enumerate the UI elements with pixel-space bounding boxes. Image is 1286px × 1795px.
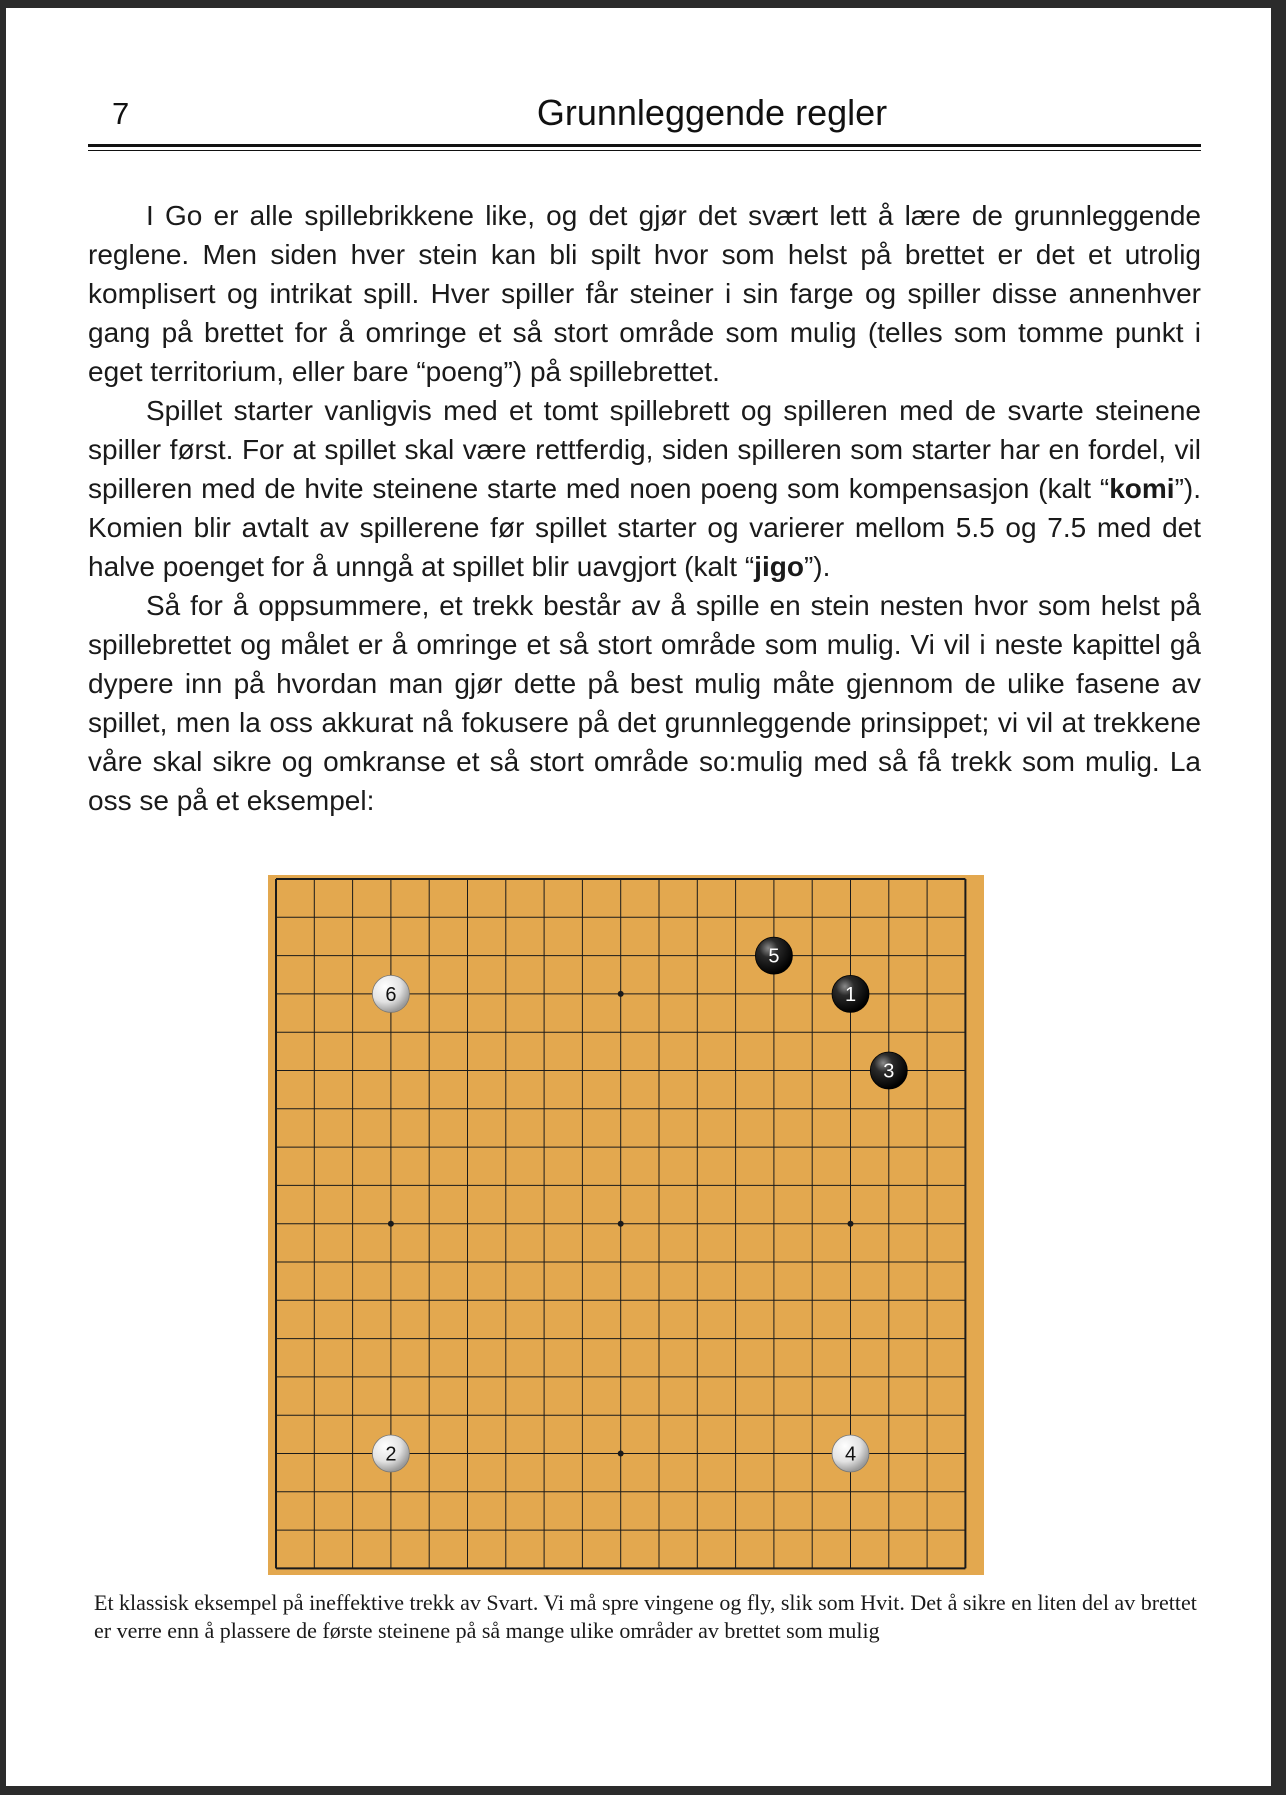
- body-text: [88, 196, 1201, 820]
- figure-caption: Et klassisk eksempel på ineffektive trekk av Svart. Vi må spre vingene og fly, slik som Hvit. Det å sikre en liten del av brettet er verre enn å plassere de første steinene på så mange ulike områder av brettet som mulig: [94, 1590, 1197, 1643]
- paragraph-text: ”).: [803, 551, 831, 582]
- header-rule-thin: [88, 150, 1201, 151]
- star-point: [618, 1221, 624, 1227]
- paragraph-text: Så for å oppsummere, et trekk består av å spille en stein nesten hvor som helst på spillebrettet og målet er å omringe et så stort område som mulig. Vi vil i neste kapittel gå dypere inn på hvordan man gjør dette på best mulig måte gjennom de ulike fasene av spillet, men la oss akkurat nå fokusere på det grunnleggende prinsippet; vi vil at trekkene våre skal sikre og omkranse et så stort område so:mulig med så få trekk som mulig. La oss se på et eksempel:: [88, 590, 1201, 816]
- page-number: 7: [112, 96, 130, 131]
- paragraph-text: Spillet starter vanligvis med et tomt spillebrett og spilleren med de svarte steinene spiller først. For at spillet skal være rettferdig, siden spilleren som starter har en fordel, vil spilleren med de hvite steinene starte med noen poeng som kompensasjon (kalt “: [88, 395, 1201, 504]
- white-stone-6: [372, 975, 409, 1012]
- paragraph-text: I Go er alle spillebrikkene like, og det gjør det svært lett å lære de grunnleggende reglene. Men siden hver stein kan bli spilt hvor som helst på brettet er det et utrolig komplisert og intrikat spill. Hver spiller får steiner i sin farge og spiller disse annenhver gang på brettet for å omringe et så stort område som mulig (telles som tomme punkt i eget territorium, eller bare “poeng”) på spillebrettet.: [88, 200, 1201, 387]
- go-board-figure: [268, 875, 984, 1575]
- document-page: [6, 8, 1271, 1786]
- stone-move-number: 2: [385, 1443, 397, 1466]
- header-rule-thick: [88, 144, 1201, 147]
- star-point: [618, 991, 624, 997]
- black-stone-5: [755, 937, 792, 974]
- go-board: [268, 875, 984, 1575]
- stone-move-number: 4: [844, 1443, 857, 1466]
- stone-move-number: 3: [883, 1060, 895, 1083]
- bold-term: jigo: [754, 551, 804, 582]
- stone-move-number: 5: [768, 945, 780, 968]
- black-stone-1: [832, 975, 869, 1012]
- paragraph-3: [88, 586, 1201, 820]
- paragraph-2: [88, 391, 1201, 586]
- paragraph-1: [88, 196, 1201, 391]
- chapter-title: Grunnleggende regler: [536, 92, 888, 133]
- star-point: [388, 1221, 394, 1227]
- stone-move-number: 1: [844, 983, 857, 1006]
- stone-move-number: 6: [385, 983, 397, 1006]
- white-stone-4: [832, 1435, 869, 1472]
- black-stone-3: [870, 1052, 907, 1089]
- star-point: [618, 1451, 624, 1457]
- paragraph-text: ”). Komien blir avtalt av spillerene før spillet starter og varierer mellom 5.5 og 7.5 med det halve poenget for å unngå at spillet blir uavgjort (kalt “: [88, 473, 1201, 582]
- star-point: [848, 1221, 854, 1227]
- bold-term: komi: [1109, 473, 1175, 504]
- white-stone-2: [372, 1435, 409, 1472]
- board-background: [268, 875, 984, 1575]
